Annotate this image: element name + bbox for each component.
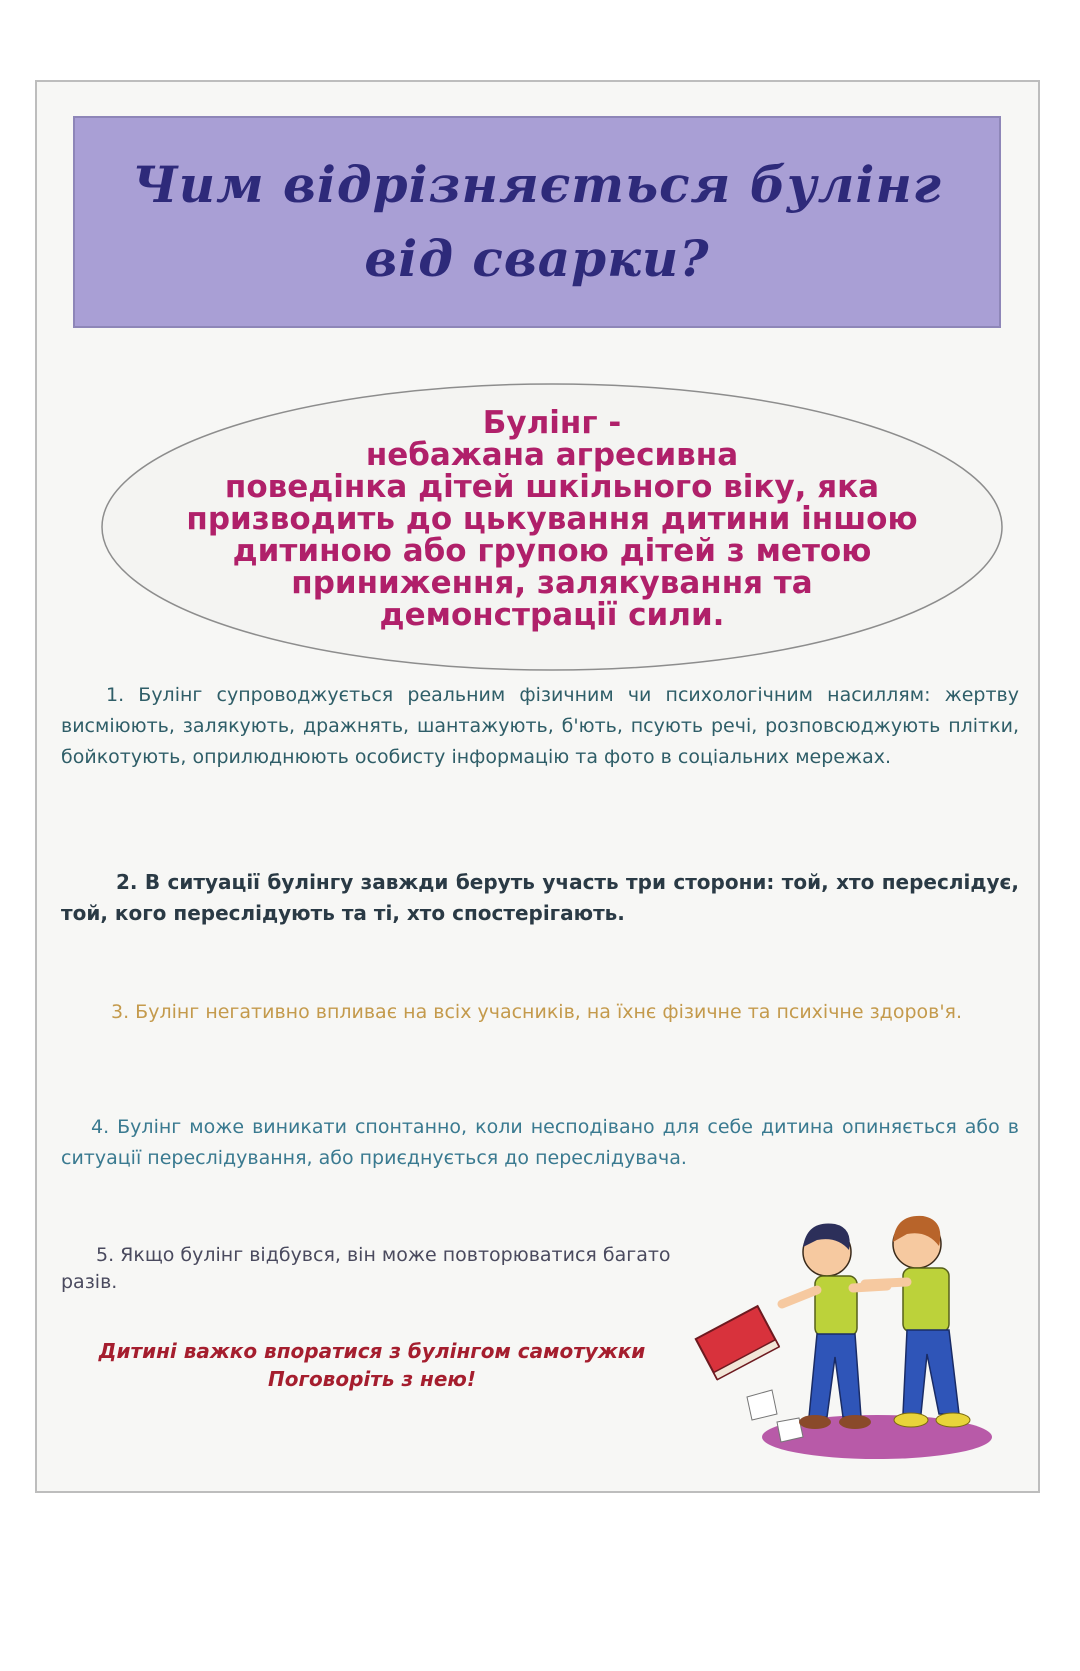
- point-2: 2. В ситуації булінгу завжди беруть участь три сторони: той, хто переслідує, той, кого переслідують та ті, хто спостерігають.: [61, 870, 1019, 925]
- title-line-2: від сварки?: [364, 229, 710, 288]
- poster: [35, 80, 1040, 1493]
- definition-line: небажана агресивна: [365, 437, 739, 473]
- closing-line-1: Дитині важко впоратися з булінгом самотужки: [98, 1339, 646, 1363]
- title-banner: [73, 116, 1001, 328]
- two-boys-pushing-illustration-icon: [677, 1192, 997, 1462]
- definition-line: Булінг -: [482, 405, 622, 441]
- point-5: 5. Якщо булінг відбувся, він може повторюватися багато разів.: [61, 1244, 671, 1293]
- point-4: 4. Булінг може виникати спонтанно, коли несподівано для себе дитина опиняється або в ситуації переслідування, або приєднується до переслідувача.: [61, 1116, 1019, 1169]
- definition-ellipse: [97, 377, 1007, 677]
- point-3: 3. Булінг негативно впливає на всіх учасників, на їхнє фізичне та психічне здоров'я.: [111, 1001, 963, 1023]
- definition-text: [127, 407, 977, 631]
- point-1: 1. Булінг супроводжується реальним фізичним чи психологічним насиллям: жертву висміюють, залякують, дражнять, шантажують, б'ють, псують речі, розповсюджують плітки, бойкотують, оприлюднюють особисту інформацію та фото в соціальних мережах.: [61, 684, 1019, 768]
- title-line-1: Чим відрізняється булінг: [132, 155, 942, 214]
- definition-line: приниження, залякування та: [291, 565, 813, 601]
- closing-line-2: Поговоріть з нею!: [268, 1367, 476, 1391]
- closing-message: [47, 1337, 697, 1393]
- definition-line: поведінка дітей шкільного віку, яка: [224, 469, 880, 505]
- definition-line: призводить до цькування дитини іншою: [186, 501, 918, 537]
- definition-line: демонстрації сили.: [379, 597, 725, 633]
- definition-line: дитиною або групою дітей з метою: [232, 533, 872, 569]
